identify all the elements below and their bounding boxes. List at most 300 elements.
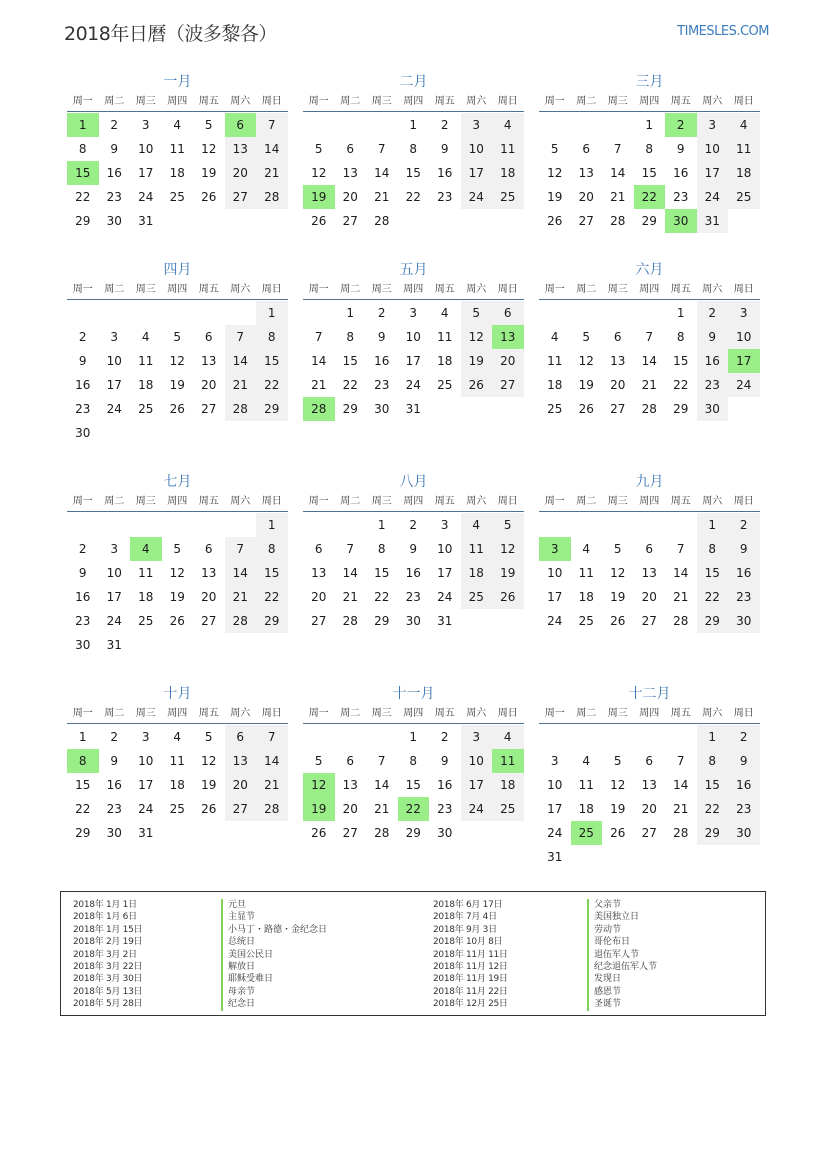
day-cell: 10 — [138, 754, 154, 768]
day-cell: 10 — [405, 330, 421, 344]
day-cell: 29 — [697, 821, 729, 845]
day-cell: 1 — [645, 118, 654, 132]
day-cell: 2 — [78, 542, 87, 556]
day-cell: 17 — [138, 778, 154, 792]
day-cell: 11 — [138, 566, 154, 580]
holiday-name: 劳动节 — [587, 924, 657, 936]
day-cell: 29 — [256, 609, 288, 633]
month-calendar — [303, 260, 524, 421]
day-cell: 8 — [377, 542, 386, 556]
day-cell: 5 — [204, 730, 213, 744]
holiday-name: 退伍军人节 — [587, 949, 657, 961]
month-title: 七月 — [163, 474, 192, 490]
day-cell: 11 — [728, 137, 760, 161]
day-cell: 19 — [201, 778, 217, 792]
day-cell: 20 — [225, 773, 257, 797]
day-cell: 15 — [405, 778, 421, 792]
day-cell: 14 — [374, 778, 390, 792]
day-cell: 10 — [697, 137, 729, 161]
day-cell: 13 — [225, 749, 257, 773]
holiday-date: 2018年 6月 17日 — [433, 900, 503, 910]
day-cell: 8 — [78, 142, 87, 156]
day-cell: 18 — [138, 590, 154, 604]
empty-day-cell — [539, 513, 571, 537]
day-cell: 12 — [169, 566, 185, 580]
day-cell: 21 — [311, 378, 327, 392]
day-cell: 16 — [697, 349, 729, 373]
holiday-date: 2018年 1月 15日 — [73, 924, 143, 935]
day-cell: 13 — [641, 778, 657, 792]
day-cell: 15 — [405, 166, 421, 180]
weekday-header — [303, 280, 524, 300]
day-cell: 22 — [75, 802, 91, 816]
day-cell: 6 — [613, 330, 622, 344]
day-cell: 24 — [405, 378, 421, 392]
holiday-name: 母亲节 — [221, 986, 327, 998]
weekday-header — [539, 92, 760, 112]
day-cell: 17 — [405, 354, 421, 368]
weekday-label: 周二 — [340, 284, 361, 295]
day-cell: 7 — [225, 537, 257, 561]
day-cell: 5 — [173, 330, 182, 344]
day-cell: 27 — [342, 214, 358, 228]
weekday-label: 周五 — [670, 96, 691, 107]
day-cell: 25 — [437, 378, 453, 392]
month-title: 四月 — [163, 262, 192, 278]
day-cell: 16 — [75, 378, 91, 392]
empty-day-cell — [193, 301, 225, 325]
day-cell: 19 — [578, 378, 594, 392]
holiday-name: 发现日 — [587, 973, 657, 985]
day-cell: 3 — [110, 330, 119, 344]
day-cell: 3 — [141, 730, 150, 744]
day-cell: 24 — [138, 190, 154, 204]
day-cell: 5 — [173, 542, 182, 556]
day-cell: 14 — [641, 354, 657, 368]
month-title: 十一月 — [392, 686, 435, 702]
day-cell: 9 — [440, 142, 449, 156]
holiday-date: 2018年 10月 8日 — [433, 937, 503, 948]
empty-day-cell — [162, 513, 194, 537]
holiday-date: 2018年 5月 28日 — [73, 999, 143, 1010]
weekday-label: 周二 — [340, 96, 361, 107]
day-cell: 23 — [75, 402, 91, 416]
weekday-label: 周四 — [167, 96, 188, 107]
day-cell: 9 — [409, 542, 418, 556]
day-cell: 25 — [492, 797, 524, 821]
day-cell: 27 — [641, 614, 657, 628]
day-cell: 2 — [728, 513, 760, 537]
day-cell: 7 — [314, 330, 323, 344]
day-cell: 28 — [256, 797, 288, 821]
day-cell: 16 — [673, 166, 689, 180]
day-cell: 17 — [106, 590, 122, 604]
holiday-name: 纪念日 — [221, 998, 327, 1010]
day-cell: 20 — [641, 802, 657, 816]
day-cell: 12 — [169, 354, 185, 368]
day-cell: 26 — [201, 190, 217, 204]
day-cell: 4 — [728, 113, 760, 137]
weekday-label: 周四 — [403, 284, 424, 295]
day-cell: 29 — [697, 609, 729, 633]
weekday-label: 周三 — [607, 284, 628, 295]
day-cell: 31 — [138, 214, 154, 228]
holiday-date: 2018年 9月 3日 — [433, 924, 497, 935]
day-cell: 26 — [578, 402, 594, 416]
day-cell: 8 — [409, 142, 418, 156]
day-cell: 16 — [437, 166, 453, 180]
day-grid — [67, 725, 288, 845]
day-cell: 13 — [578, 166, 594, 180]
day-cell: 5 — [492, 513, 524, 537]
weekday-label: 周二 — [104, 708, 125, 719]
day-cell: 13 — [641, 566, 657, 580]
day-grid — [539, 113, 760, 233]
day-cell: 28 — [641, 402, 657, 416]
weekday-label: 周日 — [497, 708, 518, 719]
day-cell: 2 — [110, 730, 119, 744]
day-grid — [67, 301, 288, 445]
weekday-label: 周六 — [230, 284, 251, 295]
month-calendar — [539, 260, 760, 421]
day-cell: 13 — [311, 566, 327, 580]
holiday-date: 2018年 1月 1日 — [73, 900, 137, 910]
day-cell: 20 — [201, 590, 217, 604]
day-cell: 10 — [547, 566, 563, 580]
weekday-header — [539, 492, 760, 512]
holiday-day-cell: 22 — [398, 797, 430, 821]
day-cell: 31 — [437, 614, 453, 628]
day-cell: 12 — [461, 325, 493, 349]
empty-day-cell — [539, 725, 571, 749]
day-cell: 13 — [225, 137, 257, 161]
month-title: 二月 — [399, 74, 428, 90]
weekday-label: 周四 — [403, 96, 424, 107]
day-cell: 20 — [641, 590, 657, 604]
holiday-date: 2018年 2月 19日 — [73, 937, 143, 948]
holiday-day-cell: 25 — [571, 821, 603, 845]
holiday-day-cell: 3 — [539, 537, 571, 561]
day-cell: 19 — [201, 166, 217, 180]
day-cell: 15 — [697, 773, 729, 797]
day-cell: 10 — [437, 542, 453, 556]
weekday-label: 周一 — [544, 284, 565, 295]
day-cell: 3 — [461, 725, 493, 749]
day-cell: 16 — [437, 778, 453, 792]
day-grid — [539, 513, 760, 633]
day-cell: 20 — [342, 802, 358, 816]
day-cell: 11 — [169, 142, 185, 156]
empty-day-cell — [130, 301, 162, 325]
weekday-label: 周一 — [544, 708, 565, 719]
empty-day-cell — [539, 113, 571, 137]
weekday-label: 周日 — [733, 96, 754, 107]
weekday-label: 周六 — [466, 708, 487, 719]
day-cell: 21 — [673, 802, 689, 816]
weekday-label: 周三 — [607, 496, 628, 507]
holiday-day-cell: 22 — [634, 185, 666, 209]
day-grid — [303, 513, 524, 633]
day-cell: 21 — [342, 590, 358, 604]
day-cell: 12 — [610, 778, 626, 792]
weekday-header — [539, 704, 760, 724]
day-cell: 7 — [645, 330, 654, 344]
weekday-label: 周日 — [733, 708, 754, 719]
empty-day-cell — [602, 301, 634, 325]
day-cell: 23 — [106, 190, 122, 204]
day-cell: 30 — [728, 609, 760, 633]
holiday-day-cell: 12 — [303, 773, 335, 797]
day-cell: 17 — [106, 378, 122, 392]
day-cell: 28 — [610, 214, 626, 228]
weekday-label: 周五 — [434, 96, 455, 107]
weekday-header — [67, 280, 288, 300]
holiday-name: 圣诞节 — [587, 998, 657, 1010]
holiday-date: 2018年 11月 19日 — [433, 974, 508, 985]
day-cell: 2 — [78, 330, 87, 344]
day-cell: 30 — [405, 614, 421, 628]
empty-day-cell — [335, 113, 367, 137]
weekday-label: 周六 — [466, 284, 487, 295]
day-cell: 21 — [374, 802, 390, 816]
day-cell: 16 — [728, 561, 760, 585]
day-cell: 29 — [342, 402, 358, 416]
holiday-date: 2018年 3月 22日 — [73, 961, 143, 972]
weekday-label: 周五 — [670, 284, 691, 295]
day-cell: 21 — [610, 190, 626, 204]
day-cell: 4 — [173, 118, 182, 132]
holiday-name: 解放日 — [221, 961, 327, 973]
empty-day-cell — [602, 113, 634, 137]
day-cell: 31 — [138, 826, 154, 840]
holiday-day-cell: 30 — [665, 209, 697, 233]
day-cell: 10 — [106, 354, 122, 368]
weekday-label: 周六 — [702, 96, 723, 107]
month-calendar — [303, 684, 524, 845]
day-cell: 17 — [547, 590, 563, 604]
day-cell: 14 — [311, 354, 327, 368]
weekday-label: 周二 — [576, 284, 597, 295]
day-cell: 15 — [374, 566, 390, 580]
day-cell: 21 — [641, 378, 657, 392]
day-cell: 24 — [461, 185, 493, 209]
day-cell: 27 — [492, 373, 524, 397]
day-cell: 7 — [676, 754, 685, 768]
holiday-names-column-1 — [221, 899, 327, 1011]
day-cell: 18 — [461, 561, 493, 585]
day-grid — [539, 725, 760, 869]
holiday-day-cell: 11 — [492, 749, 524, 773]
day-cell: 23 — [75, 614, 91, 628]
day-cell: 6 — [314, 542, 323, 556]
day-cell: 11 — [578, 566, 594, 580]
weekday-label: 周四 — [639, 708, 660, 719]
day-cell: 2 — [110, 118, 119, 132]
day-cell: 18 — [547, 378, 563, 392]
day-cell: 1 — [346, 306, 355, 320]
day-cell: 26 — [311, 214, 327, 228]
day-cell: 23 — [437, 190, 453, 204]
holiday-day-cell: 28 — [303, 397, 335, 421]
day-cell: 5 — [314, 754, 323, 768]
day-cell: 3 — [550, 754, 559, 768]
day-cell: 16 — [106, 166, 122, 180]
weekday-label: 周五 — [434, 284, 455, 295]
day-cell: 22 — [75, 190, 91, 204]
day-cell: 29 — [641, 214, 657, 228]
day-cell: 28 — [342, 614, 358, 628]
month-calendar — [67, 684, 288, 845]
day-cell: 24 — [728, 373, 760, 397]
empty-day-cell — [303, 513, 335, 537]
weekday-label: 周二 — [576, 96, 597, 107]
holiday-names-column-2 — [587, 899, 657, 1011]
holiday-name: 元旦 — [221, 899, 327, 911]
holiday-date: 2018年 3月 2日 — [73, 949, 137, 960]
day-cell: 14 — [673, 778, 689, 792]
day-cell: 11 — [461, 537, 493, 561]
day-cell: 25 — [492, 185, 524, 209]
day-cell: 12 — [201, 142, 217, 156]
holiday-day-cell: 13 — [492, 325, 524, 349]
weekday-label: 周一 — [308, 708, 329, 719]
day-cell: 27 — [225, 185, 257, 209]
weekday-label: 周六 — [466, 96, 487, 107]
weekday-label: 周四 — [639, 284, 660, 295]
day-cell: 25 — [138, 402, 154, 416]
day-cell: 1 — [409, 118, 418, 132]
weekday-label: 周三 — [371, 96, 392, 107]
day-cell: 7 — [256, 113, 288, 137]
day-cell: 14 — [225, 561, 257, 585]
day-cell: 29 — [673, 402, 689, 416]
day-grid — [539, 301, 760, 421]
day-cell: 6 — [645, 542, 654, 556]
weekday-label: 周二 — [576, 496, 597, 507]
day-cell: 9 — [78, 566, 87, 580]
month-calendar — [67, 72, 288, 233]
day-cell: 25 — [169, 802, 185, 816]
day-cell: 7 — [225, 325, 257, 349]
empty-day-cell — [225, 513, 257, 537]
day-cell: 4 — [173, 730, 182, 744]
day-cell: 9 — [728, 537, 760, 561]
day-cell: 19 — [610, 802, 626, 816]
day-cell: 6 — [204, 330, 213, 344]
day-cell: 20 — [492, 349, 524, 373]
empty-day-cell — [99, 301, 131, 325]
day-cell: 23 — [405, 590, 421, 604]
day-cell: 10 — [461, 749, 493, 773]
day-cell: 27 — [342, 826, 358, 840]
weekday-label: 周五 — [434, 708, 455, 719]
day-cell: 29 — [75, 214, 91, 228]
weekday-label: 周六 — [702, 284, 723, 295]
day-cell: 12 — [547, 166, 563, 180]
day-cell: 18 — [437, 354, 453, 368]
day-cell: 26 — [492, 585, 524, 609]
day-cell: 4 — [492, 113, 524, 137]
weekday-label: 周日 — [497, 96, 518, 107]
empty-day-cell — [225, 301, 257, 325]
day-cell: 1 — [676, 306, 685, 320]
day-cell: 5 — [550, 142, 559, 156]
empty-day-cell — [193, 513, 225, 537]
day-cell: 26 — [610, 826, 626, 840]
day-cell: 9 — [676, 142, 685, 156]
day-cell: 2 — [440, 118, 449, 132]
month-title: 六月 — [635, 262, 664, 278]
day-cell: 29 — [374, 614, 390, 628]
holiday-date: 2018年 11月 11日 — [433, 949, 508, 960]
day-cell: 20 — [578, 190, 594, 204]
day-cell: 6 — [492, 301, 524, 325]
empty-day-cell — [571, 725, 603, 749]
holiday-date: 2018年 12月 25日 — [433, 999, 508, 1010]
month-title: 五月 — [399, 262, 428, 278]
day-cell: 7 — [613, 142, 622, 156]
day-cell: 9 — [697, 325, 729, 349]
day-cell: 12 — [311, 166, 327, 180]
holiday-name: 哥伦布日 — [587, 936, 657, 948]
weekday-label: 周日 — [733, 496, 754, 507]
day-cell: 16 — [405, 566, 421, 580]
weekday-label: 周一 — [544, 496, 565, 507]
day-cell: 7 — [256, 725, 288, 749]
day-cell: 4 — [582, 754, 591, 768]
holiday-list — [60, 891, 766, 1016]
weekday-label: 周四 — [403, 496, 424, 507]
site-brand[interactable]: TIMESLES.COM — [677, 24, 769, 39]
holiday-day-cell: 8 — [67, 749, 99, 773]
day-cell: 13 — [342, 166, 358, 180]
day-cell: 16 — [728, 773, 760, 797]
day-cell: 6 — [346, 142, 355, 156]
day-cell: 9 — [377, 330, 386, 344]
day-cell: 2 — [377, 306, 386, 320]
day-cell: 15 — [673, 354, 689, 368]
month-title: 十月 — [163, 686, 192, 702]
day-cell: 27 — [578, 214, 594, 228]
day-cell: 14 — [342, 566, 358, 580]
empty-day-cell — [303, 301, 335, 325]
month-title: 十二月 — [628, 686, 671, 702]
day-cell: 30 — [75, 638, 91, 652]
weekday-label: 周四 — [639, 496, 660, 507]
day-cell: 26 — [610, 614, 626, 628]
day-cell: 2 — [440, 730, 449, 744]
day-cell: 28 — [225, 397, 257, 421]
day-cell: 3 — [697, 113, 729, 137]
day-cell: 11 — [138, 354, 154, 368]
day-cell: 22 — [256, 585, 288, 609]
day-cell: 27 — [610, 402, 626, 416]
day-cell: 20 — [342, 190, 358, 204]
day-cell: 11 — [578, 778, 594, 792]
day-cell: 6 — [346, 754, 355, 768]
weekday-label: 周二 — [340, 708, 361, 719]
holiday-name: 纪念退伍军人节 — [587, 961, 657, 973]
empty-day-cell — [602, 513, 634, 537]
day-cell: 6 — [225, 725, 257, 749]
day-cell: 1 — [697, 725, 729, 749]
day-cell: 1 — [409, 730, 418, 744]
day-cell: 15 — [342, 354, 358, 368]
empty-day-cell — [634, 513, 666, 537]
weekday-label: 周三 — [607, 96, 628, 107]
weekday-header — [303, 492, 524, 512]
weekday-label: 周五 — [198, 496, 219, 507]
